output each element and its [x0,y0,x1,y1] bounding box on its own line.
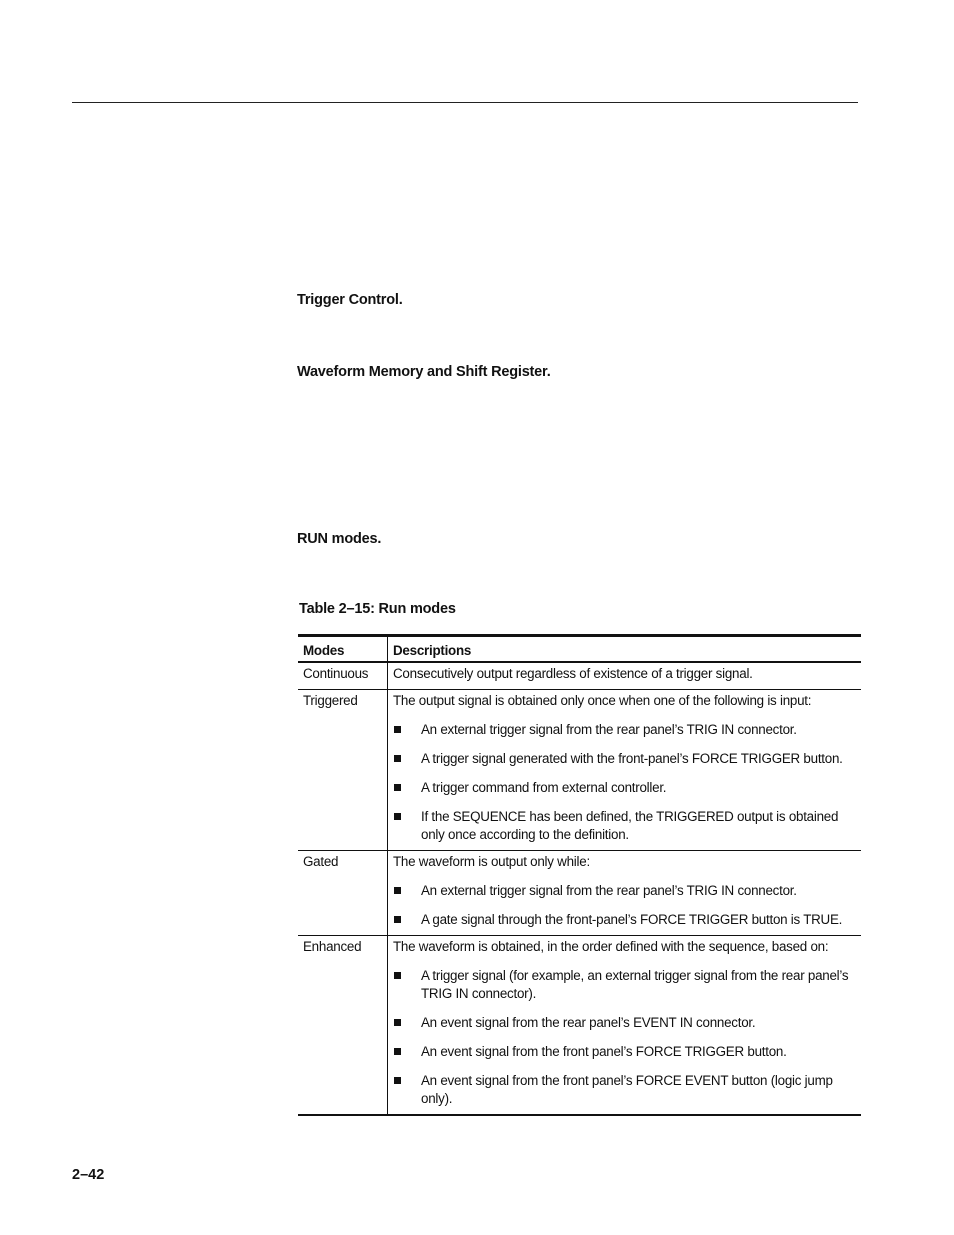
table-row [298,690,861,851]
bullet-text: An event signal from the front panel’s FORCE EVENT button (logic jump only). [421,1073,833,1106]
bullet-text: An external trigger signal from the rear panel’s TRIG IN connector. [421,883,797,898]
mode-cell: Gated [298,851,388,936]
description-cell [388,690,862,851]
bullet-list [393,967,856,1108]
heading-trigger-control: Trigger Control. [297,292,403,308]
mode-cell: Triggered [298,690,388,851]
square-bullet-icon [394,1048,401,1055]
description-cell [388,662,862,690]
square-bullet-icon [394,887,401,894]
column-header-descriptions: Descriptions [388,636,862,663]
list-item [393,1072,856,1108]
mode-cell: Enhanced [298,936,388,1116]
square-bullet-icon [394,1077,401,1084]
page-number: 2–42 [72,1167,105,1183]
square-bullet-icon [394,726,401,733]
bullet-text: A trigger command from external controller. [421,780,667,795]
square-bullet-icon [394,1019,401,1026]
list-item [393,911,856,929]
bullet-text: An event signal from the rear panel’s EVENT IN connector. [421,1015,756,1030]
bullet-list [393,882,856,929]
description-text: Consecutively output regardless of existence of a trigger signal. [393,666,753,681]
list-item [393,1014,856,1032]
bullet-text: An external trigger signal from the rear panel’s TRIG IN connector. [421,722,797,737]
square-bullet-icon [394,916,401,923]
bullet-text: A gate signal through the front-panel’s FORCE TRIGGER button is TRUE. [421,912,843,927]
description-text: The waveform is output only while: [393,854,590,869]
heading-run-modes: RUN modes. [297,531,382,547]
list-item [393,967,856,1003]
column-header-modes: Modes [298,636,388,663]
bullet-list [393,721,856,844]
list-item [393,721,856,739]
bullet-text: An event signal from the front panel’s FORCE TRIGGER button. [421,1044,787,1059]
square-bullet-icon [394,972,401,979]
table-row [298,851,861,936]
list-item [393,779,856,797]
table-header-row [298,636,861,663]
list-item [393,1043,856,1061]
description-cell [388,936,862,1116]
square-bullet-icon [394,784,401,791]
bullet-text: If the SEQUENCE has been defined, the TRIGGERED output is obtained only once according to the definition. [421,809,839,842]
heading-waveform-memory: Waveform Memory and Shift Register. [297,364,551,380]
square-bullet-icon [394,755,401,762]
description-text: The output signal is obtained only once when one of the following is input: [393,693,812,708]
list-item [393,808,856,844]
description-text: The waveform is obtained, in the order defined with the sequence, based on: [393,939,829,954]
square-bullet-icon [394,813,401,820]
list-item [393,882,856,900]
description-cell [388,851,862,936]
table-row [298,936,861,1116]
table-caption: Table 2–15: Run modes [299,601,456,617]
mode-cell: Continuous [298,662,388,690]
table-row [298,662,861,690]
list-item [393,750,856,768]
bullet-text: A trigger signal generated with the front-panel’s FORCE TRIGGER button. [421,751,843,766]
header-rule [72,102,858,103]
bullet-text: A trigger signal (for example, an external trigger signal from the rear panel’s TRIG IN connector). [421,968,849,1001]
run-modes-table [298,634,861,1116]
